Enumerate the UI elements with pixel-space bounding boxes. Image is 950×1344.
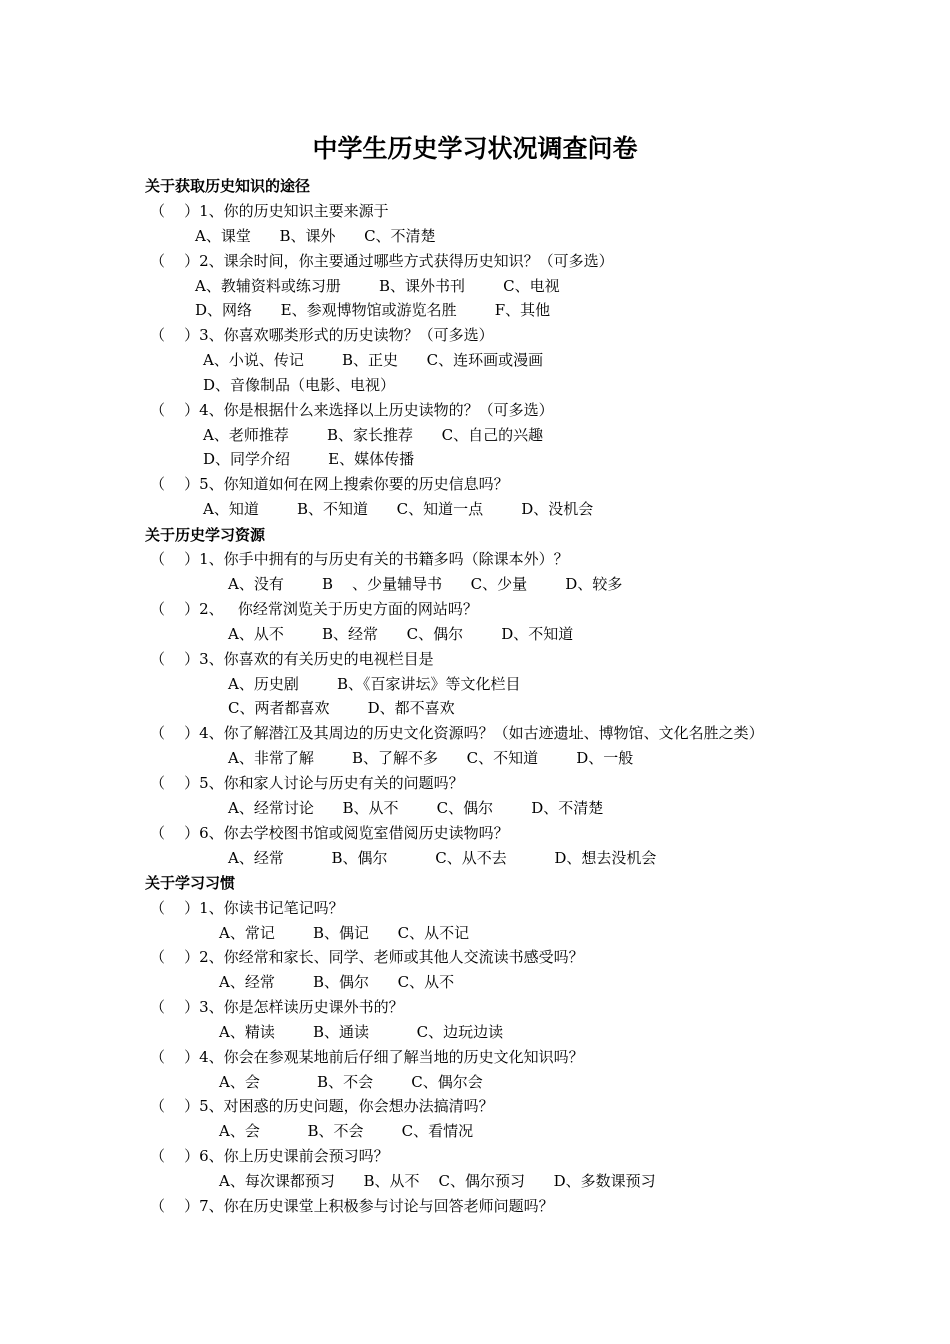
question-line: （ ）1、你的历史知识主要来源于 (150, 202, 389, 220)
section-heading: 关于获取历史知识的途径 (145, 177, 311, 195)
options-line: A、历史剧 B、《百家讲坛》等文化栏目 (228, 675, 521, 693)
question-line: （ ）5、对困惑的历史问题，你会想办法搞清吗？ (150, 1097, 494, 1115)
question-line: （ ）2、课余时间，你主要通过哪些方式获得历史知识？（可多选） (150, 252, 614, 270)
options-line: D、音像制品（电影、电视） (203, 376, 396, 394)
options-line: A、非常了解 B、了解不多 C、不知道 D、一般 (228, 749, 634, 767)
section-heading: 关于历史学习资源 (145, 526, 266, 544)
question-line: （ ）6、你上历史课前会预习吗？ (150, 1147, 389, 1165)
options-line: A、课堂 B、课外 C、不清楚 (195, 227, 436, 245)
options-line: C、两者都喜欢 D、都不喜欢 (228, 699, 455, 717)
options-line: A、会 B、不会 C、偶尔会 (219, 1073, 483, 1091)
options-line: A、从不 B、经常 C、偶尔 D、不知道 (228, 625, 574, 643)
options-line: A、老师推荐 B、家长推荐 C、自己的兴趣 (203, 426, 544, 444)
question-line: （ ）3、你是怎样读历史课外书的？ (150, 998, 404, 1016)
options-line: A、没有 B 、少量辅导书 C、少量 D、较多 (228, 575, 623, 593)
question-line: （ ）3、你喜欢哪类形式的历史读物？（可多选） (150, 326, 494, 344)
options-line: A、经常 B、偶尔 C、从不 (219, 973, 455, 991)
question-line: （ ）5、你和家人讨论与历史有关的问题吗？ (150, 774, 464, 792)
options-line: A、小说、传记 B、正史 C、连环画或漫画 (203, 351, 544, 369)
question-line: （ ）3、你喜欢的有关历史的电视栏目是 (150, 650, 434, 668)
question-line: （ ）5、你知道如何在网上搜索你要的历史信息吗？ (150, 475, 509, 493)
options-line: A、教辅资料或练习册 B、课外书刊 C、电视 (195, 277, 560, 295)
options-line: A、经常讨论 B、从不 C、偶尔 D、不清楚 (228, 799, 604, 817)
question-line: （ ）2、你经常和家长、同学、老师或其他人交流读书感受吗？ (150, 948, 584, 966)
options-line: A、常记 B、偶记 C、从不记 (219, 924, 470, 942)
options-line: A、知道 B、不知道 C、知道一点 D、没机会 (203, 500, 594, 518)
section-heading: 关于学习习惯 (145, 874, 236, 892)
question-line: （ ）7、你在历史课堂上积极参与讨论与回答老师问题吗？ (150, 1197, 554, 1215)
question-line: （ ）1、你手中拥有的与历史有关的书籍多吗（除课本外）？ (150, 550, 569, 568)
options-line: D、网络 E、参观博物馆或游览名胜 F、其他 (195, 301, 551, 319)
options-line: A、精读 B、通读 C、边玩边读 (219, 1023, 504, 1041)
page-title: 中学生历史学习状况调查问卷 (312, 134, 638, 163)
options-line: A、经常 B、偶尔 C、从不去 D、想去没机会 (228, 849, 657, 867)
options-line: D、同学介绍 E、媒体传播 (203, 450, 415, 468)
options-line: A、每次课都预习 B、从不 C、偶尔预习 D、多数课预习 (219, 1172, 656, 1190)
question-line: （ ）4、你了解潜江及其周边的历史文化资源吗？（如古迹遗址、博物馆、文化名胜之类） (150, 724, 764, 742)
options-line: A、会 B、不会 C、看情况 (219, 1122, 474, 1140)
question-line: （ ）2、 你经常浏览关于历史方面的网站吗？ (150, 600, 478, 618)
question-line: （ ）4、你是根据什么来选择以上历史读物的？（可多选） (150, 401, 554, 419)
question-line: （ ）6、你去学校图书馆或阅览室借阅历史读物吗？ (150, 824, 509, 842)
question-line: （ ）4、你会在参观某地前后仔细了解当地的历史文化知识吗？ (150, 1048, 584, 1066)
question-line: （ ）1、你读书记笔记吗？ (150, 899, 344, 917)
